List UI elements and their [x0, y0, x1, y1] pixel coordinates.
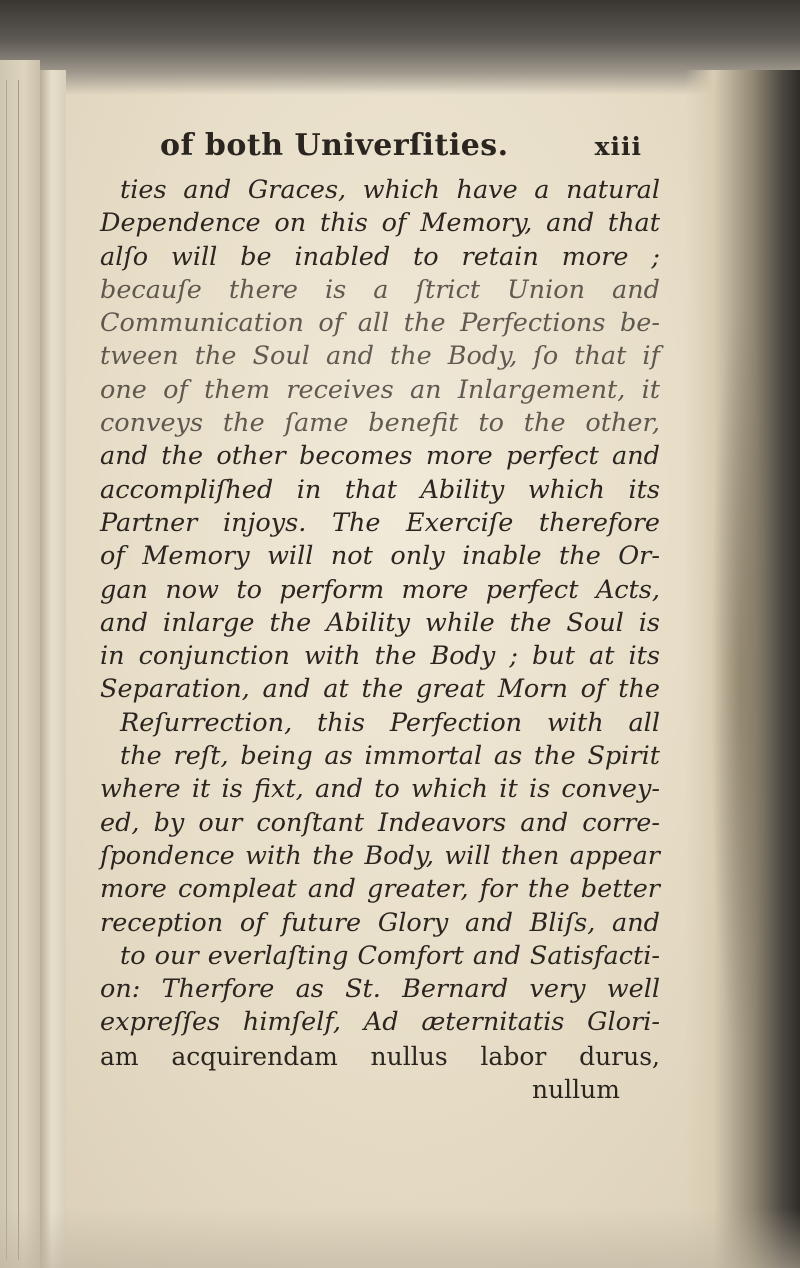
text-line: becauſe there is a ſtrict Union and [100, 274, 660, 305]
body-text [100, 174, 660, 1106]
text-line: ties and Graces, which have a natural [120, 175, 660, 205]
text-line: and the other becomes more perfect and [100, 441, 660, 472]
text-line: Reſurrection, this Perfection with all [120, 707, 660, 738]
text-line: tween the Soul and the Body, ſo that if [100, 341, 660, 372]
text-line: to our everlaſting Comfort and Satisfacti- [120, 940, 660, 971]
text-line: and inlarge the Ability while the Soul is [100, 607, 660, 638]
text-line: the reſt, being as immortal as the Spirit [120, 741, 660, 772]
running-head [100, 128, 660, 172]
text-line: one of them receives an Inlargement, it [100, 374, 660, 405]
text-line: where it is fixt, and to which it is convey- [100, 774, 660, 805]
text-line: Separation, and at the great Morn of the [100, 674, 660, 705]
text-line: Communication of all the Perfections be- [100, 308, 660, 339]
text-line: expreſſes himſelf, Ad æternitatis Glori- [100, 1007, 660, 1038]
text-line: in conjunction with the Body ; but at its [100, 641, 660, 672]
text-line: alſo will be inabled to retain more ; [100, 241, 660, 272]
page-number: xiii [594, 132, 642, 161]
text-line: conveys the ſame benefit to the other, [100, 408, 660, 439]
text-line: reception of future Glory and Bliſs, and [100, 907, 660, 938]
text-line: on: Therfore as St. Bernard very well [100, 974, 660, 1005]
scan-bottom-shadow [0, 1208, 800, 1268]
text-line: ed, by our conſtant Indeavors and corre- [100, 807, 660, 838]
text-line: Partner injoys. The Exerciſe therefore [100, 507, 660, 538]
text-line: ſpondence with the Body, will then appear [100, 840, 660, 871]
text-line: am acquirendam nullus labor durus, [100, 1041, 660, 1071]
scan-top-edge [0, 0, 800, 95]
text-line: gan now to perform more perfect Acts, [100, 574, 660, 605]
book-gutter [40, 70, 66, 1268]
text-line: accompliſhed in that Ability which its [100, 474, 660, 505]
running-head-title: of both Univerſities. [160, 128, 509, 163]
paper-stain [710, 300, 770, 1060]
text-line: Dependence on this of Memory, and that [100, 208, 660, 239]
text-line: more compleat and greater, for the better [100, 874, 660, 905]
catchword: nullum [531, 1075, 620, 1105]
facing-page-rule-outer [6, 80, 7, 1260]
text-block [100, 128, 660, 1106]
text-line: of Memory will not only inable the Or- [100, 541, 660, 572]
facing-page-rule [18, 80, 19, 1260]
